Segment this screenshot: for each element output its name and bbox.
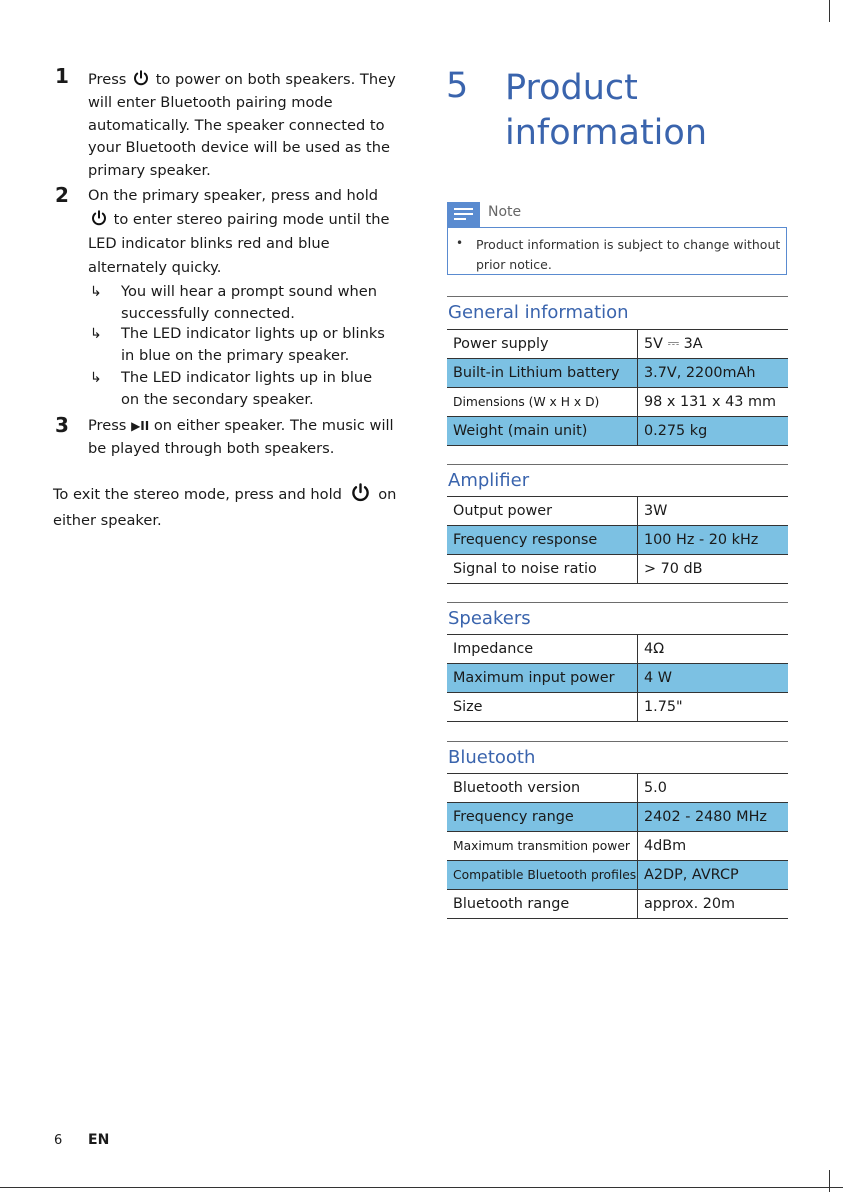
table-row: Frequency range 2402 - 2480 MHz (447, 803, 788, 832)
step-1-before: Press (88, 71, 127, 88)
note-header (447, 202, 787, 226)
step-number-1: 1 (55, 64, 69, 88)
table-row: Size 1.75" (447, 693, 788, 722)
table-row: Impedance 4Ω (447, 635, 788, 664)
step-1-after: to power on both speakers. They will enter Bluetooth pairing mode automatically. The speaker connected to your Bluetooth device will be used as the primary speaker. (88, 71, 396, 180)
exit-after: on either speaker. (53, 486, 397, 529)
language-code: EN (88, 1132, 110, 1148)
result-arrow-icon: ↳ (90, 370, 102, 386)
page-bottom-rule (0, 1187, 843, 1188)
table-row: Built-in Lithium battery 3.7V, 2200mAh (447, 359, 788, 388)
step-1-text (88, 69, 398, 183)
result-arrow-icon: ↳ (90, 284, 102, 300)
note-bullet: • (456, 236, 464, 250)
step-3-before: Press (88, 417, 127, 434)
step-2-result-1: ↳ You will hear a prompt sound when successfully connected. (90, 283, 377, 323)
step-number-3: 3 (55, 413, 69, 437)
table-row: Maximum transmition power 4dBm (447, 832, 788, 861)
table-row: Dimensions (W x H x D) 98 x 131 x 43 mm (447, 388, 788, 417)
exit-stereo-text (53, 482, 398, 534)
exit-before: To exit the stereo mode, press and hold (53, 486, 342, 503)
table-row: Frequency response 100 Hz - 20 kHz (447, 526, 788, 555)
speakers-table (447, 634, 788, 722)
section-title-speakers: Speakers (448, 608, 531, 629)
note-box (447, 227, 787, 275)
chapter-title: Product information (505, 68, 708, 153)
table-row: Bluetooth range approx. 20m (447, 890, 788, 919)
table-row: Signal to noise ratio > 70 dB (447, 555, 788, 584)
note-icon (447, 202, 480, 227)
step-number-2: 2 (55, 183, 69, 207)
table-row: Power supply 5V ⎓ 3A (447, 330, 788, 359)
table-row: Output power 3W (447, 497, 788, 526)
result-arrow-icon: ↳ (90, 326, 102, 342)
crop-mark-bottom (829, 1170, 830, 1192)
section-divider (447, 602, 788, 603)
section-divider (447, 741, 788, 742)
section-title-amplifier: Amplifier (448, 470, 530, 491)
section-divider (447, 464, 788, 465)
bluetooth-table (447, 773, 788, 919)
crop-mark-top (829, 0, 830, 22)
step-2-line1: On the primary speaker, press and hold (88, 187, 379, 204)
step-2-after: to enter stereo pairing mode until the LED indicator blinks red and blue alternately quicky. (88, 211, 390, 276)
amplifier-table (447, 496, 788, 584)
section-title-bluetooth: Bluetooth (448, 747, 536, 768)
step-3-after: on either speaker. The music will be played through both speakers. (88, 417, 394, 457)
note-label: Note (488, 204, 522, 220)
note-text: Product information is subject to change without prior notice. (476, 237, 781, 272)
page-number: 6 (54, 1133, 63, 1148)
step-2-text (88, 184, 398, 280)
section-divider (447, 296, 788, 297)
general-info-table (447, 329, 788, 446)
table-row: Maximum input power 4 W (447, 664, 788, 693)
play-pause-icon: ▶II (131, 419, 150, 433)
power-icon (133, 70, 149, 86)
power-icon (351, 483, 370, 502)
table-row: Weight (main unit) 0.275 kg (447, 417, 788, 446)
table-row: Compatible Bluetooth profiles A2DP, AVRCP (447, 861, 788, 890)
step-2-result-2: ↳ The LED indicator lights up or blinks in blue on the primary speaker. (90, 325, 385, 365)
step-3-text (88, 415, 398, 461)
chapter-number: 5 (446, 66, 469, 106)
step-2-result-3: ↳ The LED indicator lights up in blue on the secondary speaker. (90, 369, 373, 409)
table-row: Bluetooth version 5.0 (447, 774, 788, 803)
power-icon (91, 210, 107, 226)
section-title-general: General information (448, 302, 629, 323)
